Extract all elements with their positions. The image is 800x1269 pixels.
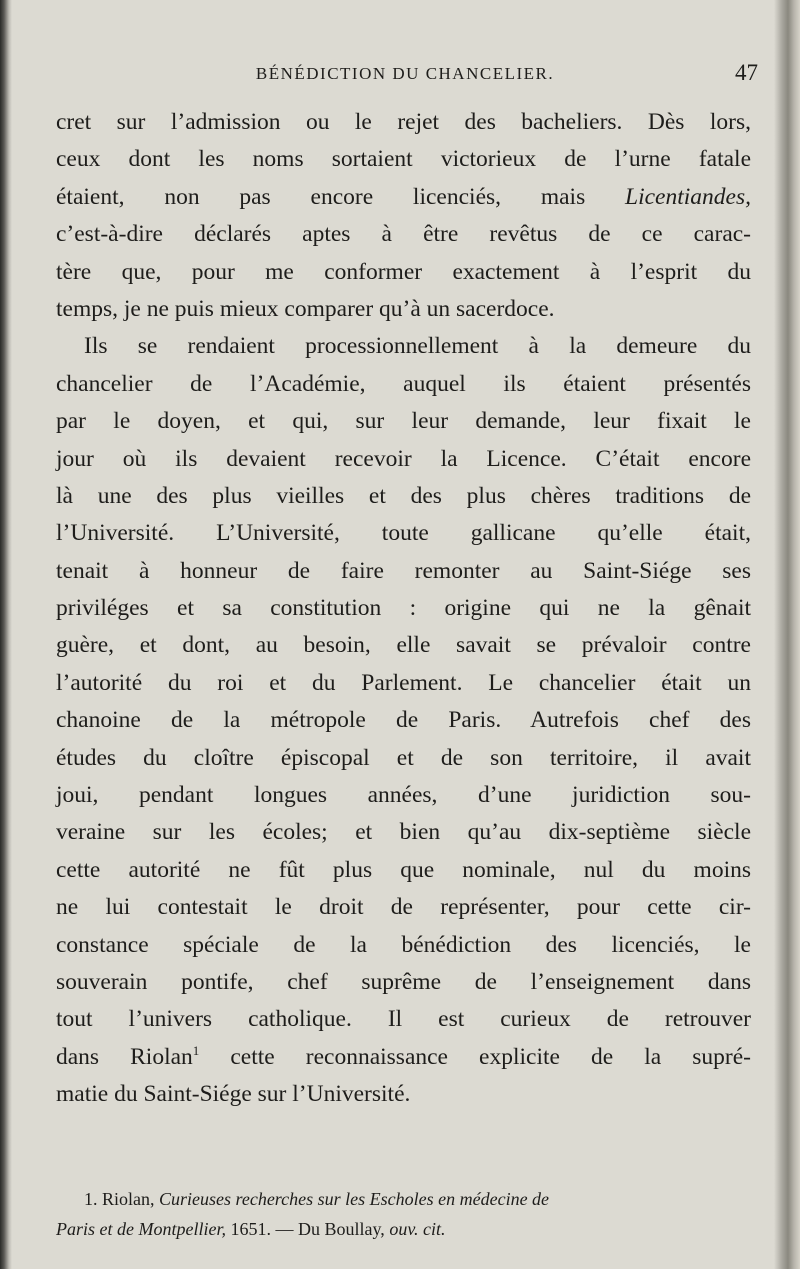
text-line-start: dans Riolan — [56, 1043, 193, 1070]
text-line — [56, 1039, 751, 1076]
text-line: Ils se rendaient processionnellement à la demeure du — [84, 333, 751, 360]
footnote-ref: ouv. cit. — [389, 1219, 446, 1239]
text-line: chanoine de la métropole de Paris. Autrefois chef des — [56, 707, 751, 734]
footnote-title-cont: Paris et de Montpellier, — [56, 1219, 226, 1239]
footnote-author: Riolan, — [102, 1189, 155, 1209]
footnote-number: 1. — [84, 1189, 98, 1209]
footnote-line — [56, 1214, 751, 1244]
text-line: jour où ils devaient recevoir la Licence. C’était encore — [56, 445, 751, 472]
text-line: l’Université. L’Université, toute gallicane qu’elle était, — [56, 520, 751, 547]
body-text — [56, 104, 751, 1114]
text-line: priviléges et sa constitution : origine qui ne la gênait — [56, 595, 751, 622]
page-header — [0, 60, 800, 94]
text-line: guère, et dont, au besoin, elle savait se prévaloir contre — [56, 632, 751, 659]
text-line: joui, pendant longues années, d’une juridiction sou- — [56, 782, 751, 809]
page-edge-shadow — [774, 0, 800, 1269]
text-line: c’est-à-dire déclarés aptes à être revêtus de ce carac- — [56, 221, 751, 248]
text-line: par le doyen, et qui, sur leur demande, leur fixait le — [56, 408, 751, 435]
page-number: 47 — [735, 60, 758, 85]
footnote-line — [56, 1184, 751, 1214]
text-line: tout l’univers catholique. Il est curieux de retrouver — [56, 1006, 751, 1033]
text-line: constance spéciale de la bénédiction des licenciés, le — [56, 931, 751, 958]
footnote-year: 1651. — [230, 1219, 271, 1239]
text-line: souverain pontife, chef suprême de l’enseignement dans — [56, 968, 751, 995]
text-line: tère que, pour me conformer exactement à l’esprit du — [56, 258, 751, 285]
text-line: là une des plus vieilles et des plus chères traditions de — [56, 482, 751, 509]
text-line: études du cloître épiscopal et de son territoire, il avait — [56, 744, 751, 771]
text-line: tenait à honneur de faire remonter au Saint-Siége ses — [56, 557, 751, 584]
text-line: chancelier de l’Académie, auquel ils étaient présentés — [56, 370, 751, 397]
text-line: ne lui contestait le droit de représenter, pour cette cir- — [56, 894, 751, 921]
text-line: cette autorité ne fût plus que nominale, nul du moins — [56, 856, 751, 883]
text-line-end: cette reconnaissance explicite de la supré- — [199, 1043, 751, 1070]
running-head: BÉNÉDICTION DU CHANCELIER. — [255, 64, 555, 83]
text-line: l’autorité du roi et du Parlement. Le chancelier était un — [56, 669, 751, 696]
footnote-reference: 1 — [192, 1042, 200, 1058]
footnote-title: Curieuses recherches sur les Escholes en médecine de — [159, 1189, 550, 1209]
text-line: ceux dont les noms sortaient victorieux de l’urne fatale — [56, 146, 751, 173]
text-line: veraine sur les écoles; et bien qu’au dix-septième siècle — [56, 819, 751, 846]
text-line-start: étaient, non pas encore licenciés, mais — [56, 183, 626, 210]
text-line: temps, je ne puis mieux comparer qu’à un sacerdoce. — [56, 295, 555, 322]
text-line — [56, 179, 751, 216]
italic-term: Licentiandes, — [625, 183, 751, 210]
text-line: matie du Saint-Siége sur l’Université. — [56, 1081, 411, 1108]
page-binding-shadow — [0, 0, 12, 1269]
footnote — [56, 1184, 751, 1244]
footnote-rest: — Du Boullay, — [275, 1219, 385, 1239]
text-line: cret sur l’admission ou le rejet des bacheliers. Dès lors, — [56, 109, 751, 135]
